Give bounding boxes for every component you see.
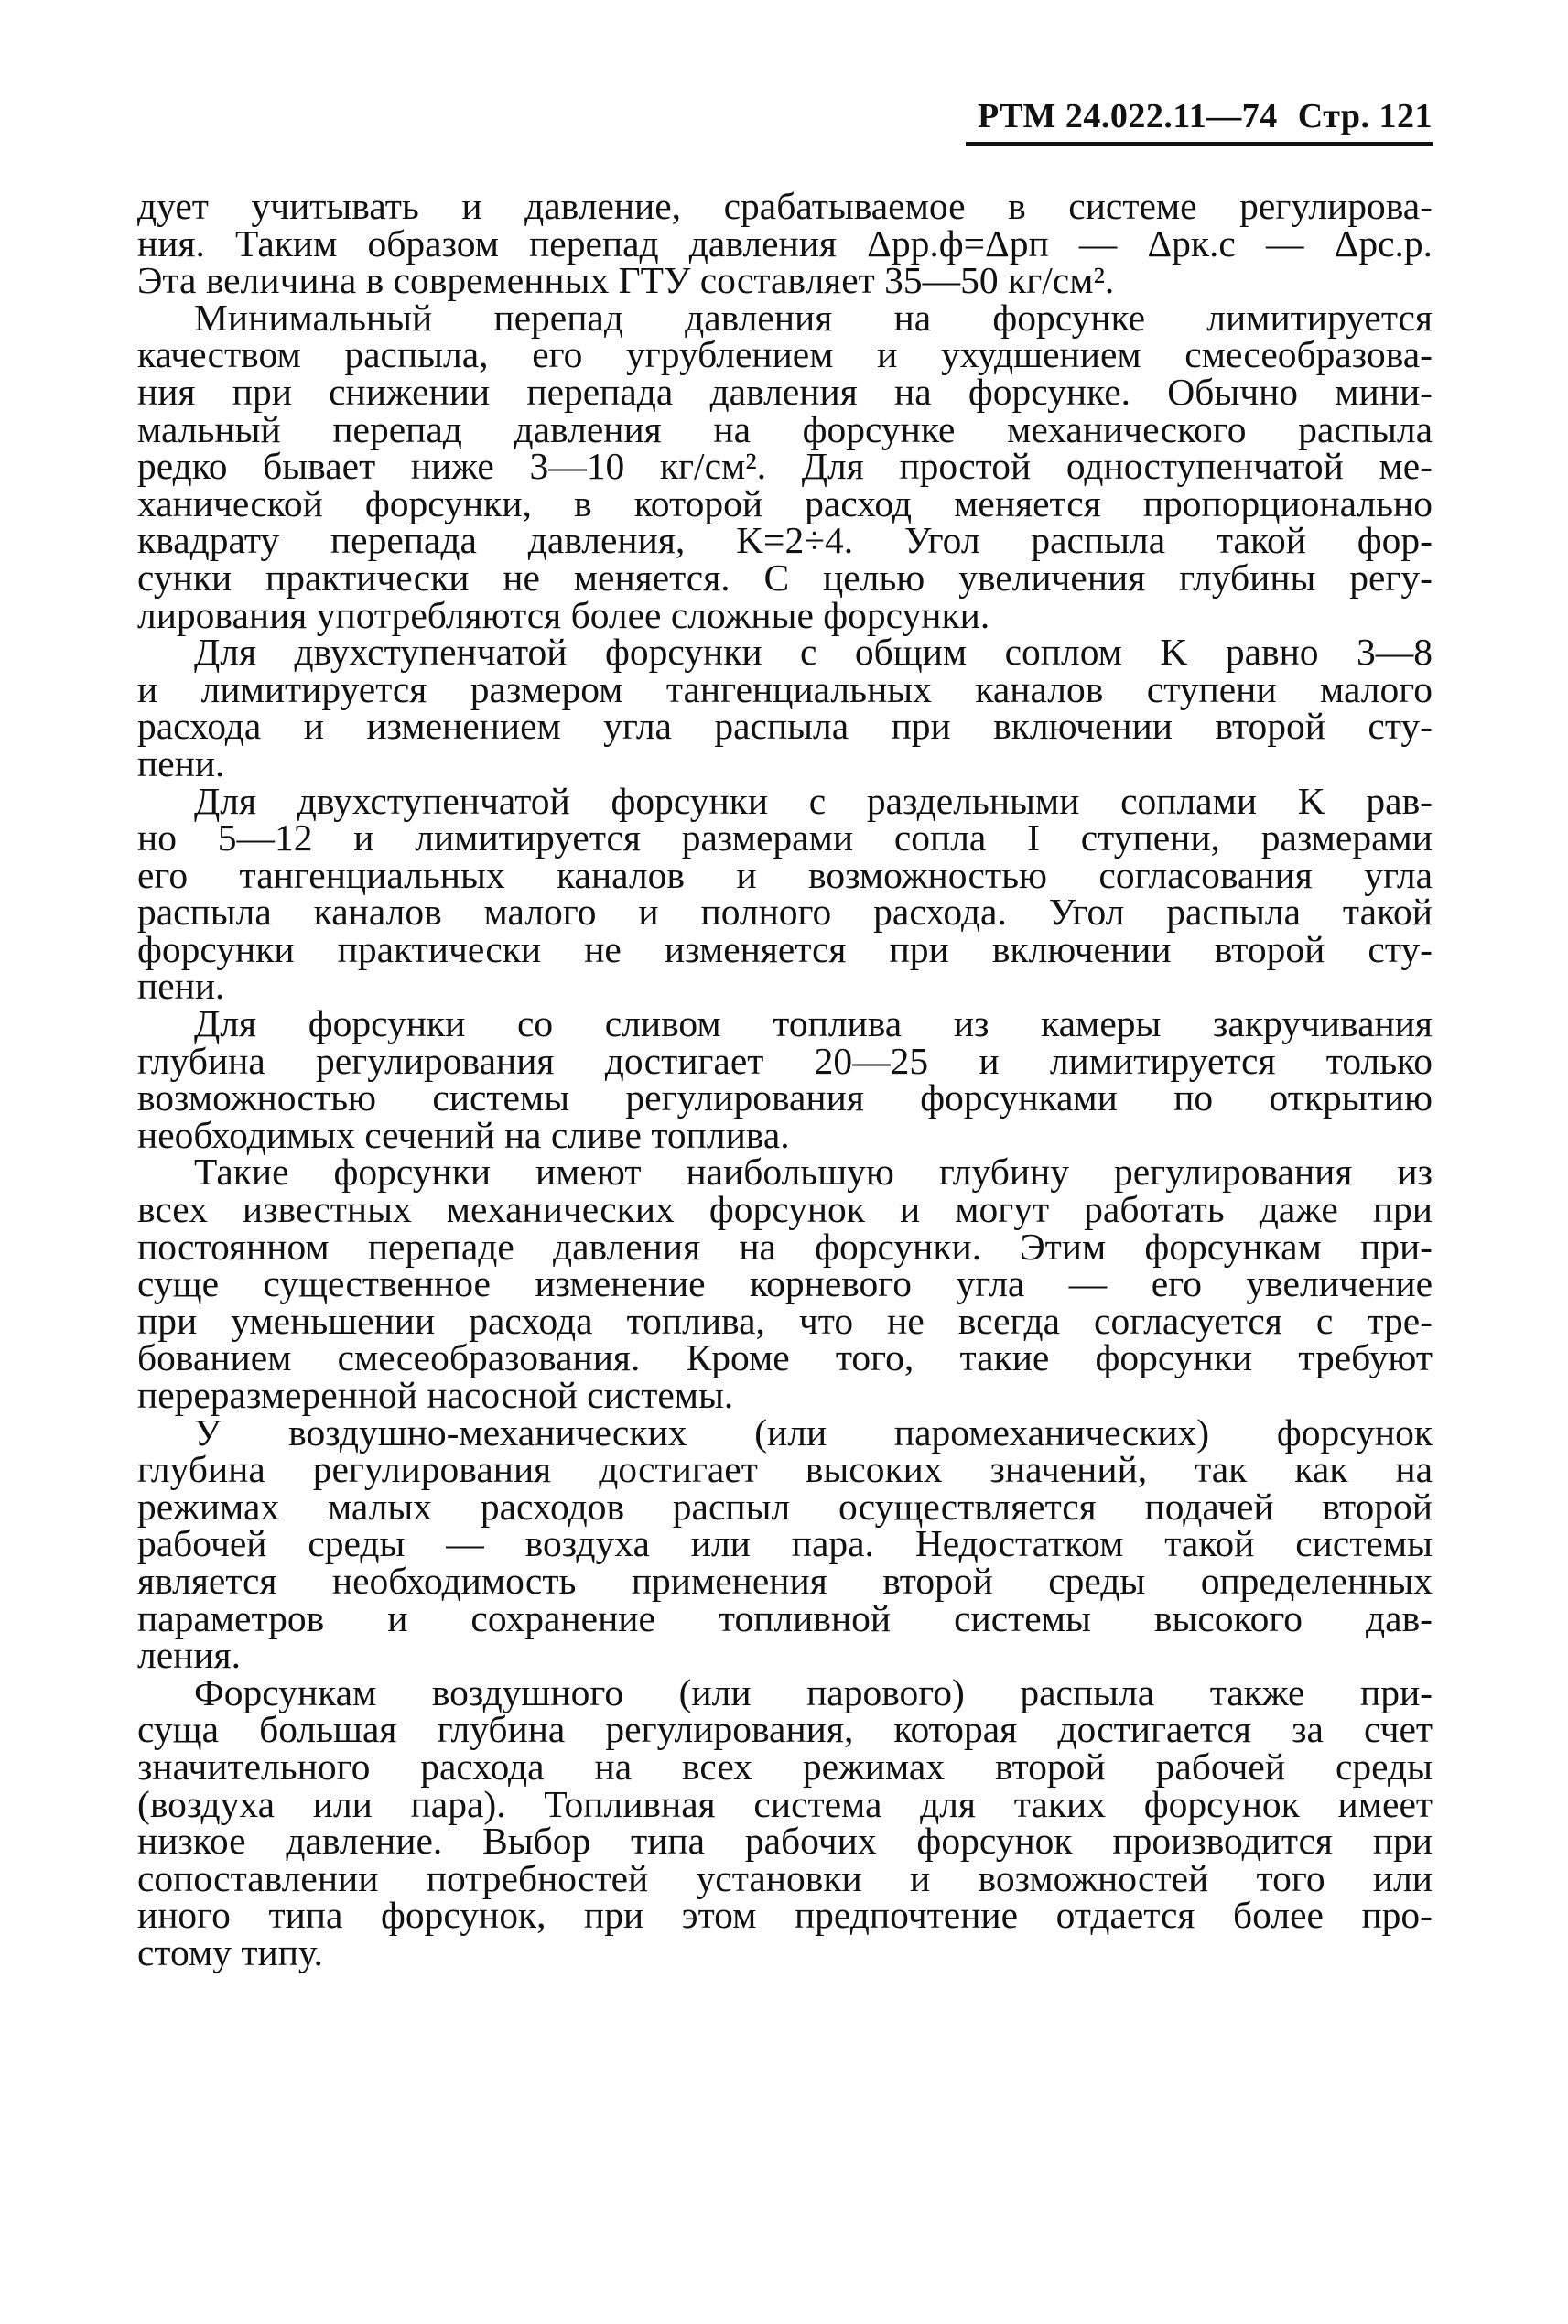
text-line: Для двухступенчатой форсунки с общим соплом K равно 3—8 bbox=[194, 631, 1433, 674]
text-line: глубина регулирования достигает высоких значений, так как на bbox=[137, 1448, 1433, 1491]
text-line: стому типу. bbox=[137, 1930, 323, 1973]
document-code: РТМ 24.022.11—74 bbox=[977, 97, 1278, 135]
text-line: является необходимость применения второй среды определенных bbox=[137, 1559, 1433, 1602]
text-line: У воздушно-механических (или паромеханических) форсунок bbox=[194, 1411, 1433, 1454]
text-line: глубина регулирования достигает 20—25 и лимитируется только bbox=[137, 1039, 1433, 1082]
text-line: его тангенциальных каналов и возможностью согласования угла bbox=[137, 853, 1433, 896]
text-line: дует учитывать и давление, срабатываемое в системе регулирова- bbox=[137, 185, 1433, 227]
text-line: всех известных механических форсунок и могут работать даже при bbox=[137, 1188, 1433, 1231]
text-line: иного типа форсунок, при этом предпочтение отдается более про- bbox=[137, 1894, 1433, 1937]
text-line: переразмеренной насосной системы. bbox=[137, 1374, 734, 1416]
text-line: при уменьшении расхода топлива, что не всегда согласуется с тре- bbox=[137, 1299, 1433, 1342]
text-line: мальный перепад давления на форсунке механического распыла bbox=[137, 407, 1433, 450]
paragraph bbox=[137, 779, 1433, 1008]
body-text bbox=[137, 185, 1433, 1973]
text-line: сунки практически не меняется. С целью увеличения глубины регу- bbox=[137, 556, 1433, 599]
page-number: Стр. 121 bbox=[1297, 97, 1433, 135]
text-line: качеством распыла, его угрублением и ухудшением смесеобразова- bbox=[137, 333, 1433, 376]
text-line: параметров и сохранение топливной системы высокого дав- bbox=[137, 1596, 1433, 1639]
text-line: ления. bbox=[137, 1634, 242, 1677]
text-line: значительного расхода на всех режимах второй рабочей среды bbox=[137, 1745, 1433, 1788]
paragraph bbox=[137, 296, 1433, 636]
text-line: необходимых сечений на сливе топлива. bbox=[137, 1113, 790, 1156]
text-line: бованием смесеобразования. Кроме того, такие форсунки требуют bbox=[137, 1336, 1433, 1379]
text-line: но 5—12 и лимитируется размерами сопла I ступени, размерами bbox=[137, 816, 1433, 859]
text-line: сопоставлении потребностей установки и возможностей того или bbox=[137, 1856, 1433, 1899]
paragraph bbox=[137, 633, 1433, 782]
text-line: низкое давление. Выбор типа рабочих форсунок производится при bbox=[137, 1820, 1433, 1863]
text-line: пени. bbox=[137, 741, 225, 784]
text-line: форсунки практически не изменяется при включении второй сту- bbox=[137, 927, 1433, 970]
text-line: Форсункам воздушного (или парового) распыла также при- bbox=[194, 1670, 1433, 1713]
text-line: пени. bbox=[137, 965, 225, 1008]
text-line: возможностью системы регулирования форсунками по открытию bbox=[137, 1076, 1433, 1119]
text-line: Для форсунки со сливом топлива из камеры закручивания bbox=[194, 1002, 1433, 1045]
text-line: Эта величина в современных ГТУ составляет 35—50 кг/см². bbox=[137, 259, 1115, 302]
paragraph bbox=[137, 1670, 1433, 1973]
text-line: лирования употребляются более сложные форсунки. bbox=[137, 593, 990, 636]
text-line: Такие форсунки имеют наибольшую глубину регулирования из bbox=[194, 1151, 1433, 1194]
paragraph bbox=[137, 1151, 1433, 1416]
text-line: и лимитируется размером тангенциальных каналов ступени малого bbox=[137, 667, 1433, 710]
text-line: Для двухступенчатой форсунки с раздельными соплами K рав- bbox=[194, 779, 1433, 822]
text-line: режимах малых расходов распыл осуществляется подачей второй bbox=[137, 1485, 1433, 1528]
formula-line: ния. Таким образом перепад давления Δpр.ф=Δpп — Δpк.с — Δpс.р. bbox=[137, 222, 1433, 265]
text-line: рабочей среды — воздуха или пара. Недостатком такой системы bbox=[137, 1522, 1433, 1565]
paragraph bbox=[137, 1411, 1433, 1677]
page-header bbox=[966, 90, 1433, 146]
text-line: расхода и изменением угла распыла при включении второй сту- bbox=[137, 705, 1433, 748]
text-line: (воздуха или пара). Топливная система для таких форсунок имеет bbox=[137, 1782, 1433, 1825]
paragraph bbox=[137, 1002, 1433, 1156]
text-line: редко бывает ниже 3—10 кг/см². Для простой одноступенчатой ме- bbox=[137, 445, 1433, 488]
text-line: суще существенное изменение корневого угла — его увеличение bbox=[137, 1262, 1433, 1305]
text-line: Минимальный перепад давления на форсунке лимитируется bbox=[194, 296, 1433, 339]
paragraph bbox=[137, 185, 1433, 302]
text-line: квадрату перепада давления, K=2÷4. Угол распыла такой фор- bbox=[137, 519, 1433, 562]
text-line: распыла каналов малого и полного расхода. Угол распыла такой bbox=[137, 891, 1433, 934]
text-line: ханической форсунки, в которой расход меняется пропорционально bbox=[137, 481, 1433, 524]
text-line: суща большая глубина регулирования, которая достигается за счет bbox=[137, 1708, 1433, 1751]
text-line: постоянном перепаде давления на форсунки. Этим форсункам при- bbox=[137, 1225, 1433, 1268]
text-line: ния при снижении перепада давления на форсунке. Обычно мини- bbox=[137, 370, 1433, 413]
